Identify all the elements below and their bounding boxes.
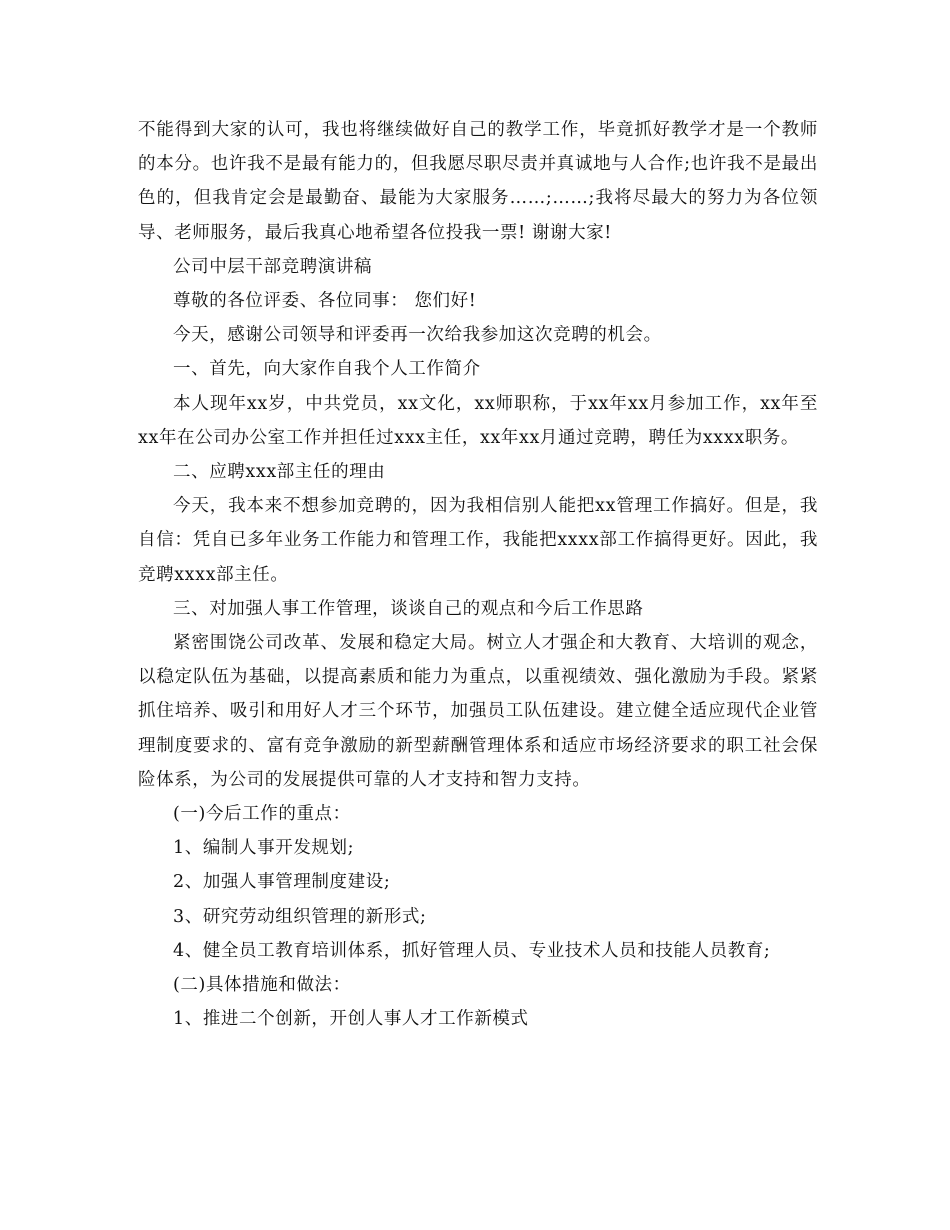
subsection-heading-2: (二)具体措施和做法：	[173, 975, 351, 996]
list-item: 1、推进二个创新，开创人事人才工作新模式	[173, 1009, 529, 1030]
list-item: 4、健全员工教育培训体系，抓好管理人员、专业技术人员和技能人员教育;	[173, 940, 771, 961]
paragraph-salutation: 尊敬的各位评委、各位同事： 您们好!	[173, 291, 477, 312]
paragraph-reason: 今天，我本来不想参加竞聘的，因为我相信别人能把xx管理工作搞好。但是，我自信：凭自已多年业务工作能力和管理工作，我能把xxxx部工作搞得更好。因此，我竞聘xxxx部主任。	[138, 496, 818, 585]
paragraph-thanks: 今天，感谢公司领导和评委再一次给我参加这次竞聘的机会。	[173, 325, 662, 346]
subsection-heading-1: (一)今后工作的重点：	[173, 804, 351, 825]
paragraph-strategy: 紧密围饶公司改革、发展和稳定大局。树立人才强企和大教育、大培训的观念，以稳定队伍为基础，以提高素质和能力为重点，以重视绩效、强化激励为手段。紧紧抓住培养、吸引和用好人才三个环节，加强员工队伍建设。建立健全适应现代企业管理制度要求的、富有竞争激励的新型薪酬管理体系和适应市场经济要求的职工社会保险体系，为公司的发展提供可靠的人才支持和智力支持。	[138, 633, 818, 790]
document-title: 公司中层干部竞聘演讲稿	[173, 256, 373, 277]
section-heading-3: 三、对加强人事工作管理，谈谈自己的观点和今后工作思路	[173, 598, 644, 619]
list-item: 1、编制人事开发规划;	[173, 838, 355, 859]
paragraph-closing-remarks: 不能得到大家的认可，我也将继续做好自己的教学工作，毕竟抓好教学才是一个教师的本分。也许我不是最有能力的，但我愿尽职尽责并真诚地与人合作;也许我不是最出色的，但我肯定会是最勤奋、最能为大家服务……;……;我将尽最大的努力为各位领导、老师服务，最后我真心地希望各位投我一票! 谢谢大家!	[138, 120, 818, 243]
paragraph-self-intro: 本人现年xx岁，中共党员，xx文化，xx师职称，于xx年xx月参加工作，xx年至 xx年在公司办公室工作并担任过xxx主任，xx年xx月通过竞聘，聘任为xxxx职务。	[138, 393, 818, 448]
list-item: 2、加强人事管理制度建设;	[173, 872, 391, 893]
section-heading-2: 二、应聘xxx部主任的理由	[173, 462, 386, 483]
list-item: 3、研究劳动组织管理的新形式;	[173, 906, 427, 927]
section-heading-1: 一、首先，向大家作自我个人工作简介	[173, 359, 481, 380]
document-page	[138, 113, 818, 1036]
